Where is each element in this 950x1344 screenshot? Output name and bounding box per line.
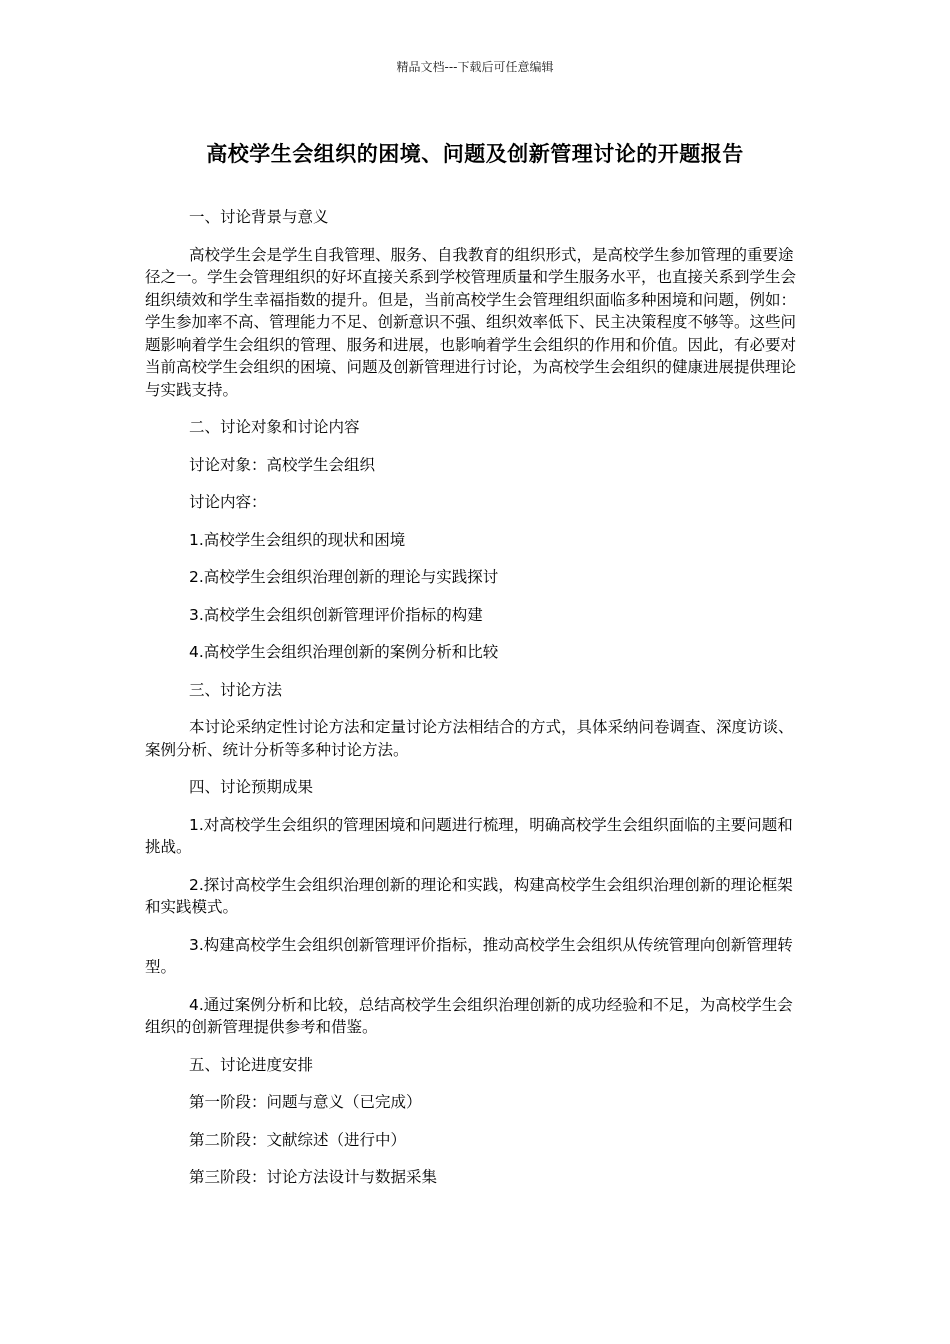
document-title: 高校学生会组织的困境、问题及创新管理讨论的开题报告 — [206, 142, 744, 166]
schedule-item: 第一阶段：问题与意义（已完成） — [189, 1093, 422, 1111]
section-heading-methods: 三、讨论方法 — [189, 680, 283, 699]
section-heading-expected-results: 四、讨论预期成果 — [189, 778, 314, 796]
section-heading-schedule: 五、讨论进度安排 — [189, 1055, 314, 1074]
list-item: 1.高校学生会组织的现状和困境 — [189, 530, 406, 549]
expected-result-item: 3.构建高校学生会组织创新管理评价指标，推动高校学生会组织从传统管理向创新管理转型。 — [145, 935, 793, 976]
research-object-line: 讨论对象：高校学生会组织 — [189, 455, 376, 474]
list-item: 2.高校学生会组织治理创新的理论与实践探讨 — [189, 568, 499, 586]
schedule-item: 第二阶段：文献综述（进行中） — [189, 1130, 407, 1149]
section-heading-background: 一、讨论背景与意义 — [189, 208, 329, 226]
list-item: 3.高校学生会组织创新管理评价指标的构建 — [189, 605, 483, 624]
list-item: 4.高校学生会组织治理创新的案例分析和比较 — [189, 643, 499, 661]
paragraph-methods: 本讨论采纳定性讨论方法和定量讨论方法相结合的方式，具体采纳问卷调查、深度访谈、案例分析、统计分析等多种讨论方法。 — [145, 718, 794, 759]
page-header: 精品文档---下载后可任意编辑 — [396, 60, 554, 74]
research-content-label: 讨论内容： — [189, 493, 267, 511]
document-body — [145, 206, 805, 1204]
schedule-item: 第三阶段：讨论方法设计与数据采集 — [189, 1168, 438, 1186]
section-heading-object-content: 二、讨论对象和讨论内容 — [189, 418, 360, 436]
expected-result-item: 1.对高校学生会组织的管理困境和问题进行梳理，明确高校学生会组织面临的主要问题和挑战。 — [145, 815, 793, 856]
expected-result-item: 4.通过案例分析和比较，总结高校学生会组织治理创新的成功经验和不足，为高校学生会组织的创新管理提供参考和借鉴。 — [145, 995, 793, 1036]
expected-result-item: 2.探讨高校学生会组织治理创新的理论和实践，构建高校学生会组织治理创新的理论框架和实践模式。 — [145, 875, 793, 916]
paragraph-background: 高校学生会是学生自我管理、服务、自我教育的组织形式，是高校学生参加管理的重要途径之一。学生会管理组织的好坏直接关系到学校管理质量和学生服务水平，也直接关系到学生会组织绩效和学生幸福指数的提升。但是，当前高校学生会管理组织面临多种困境和问题，例如：学生参加率不高、管理能力不足、创新意识不强、组织效率低下、民主决策程度不够等。这些问题影响着学生会组织的管理、服务和进展，也影响着学生会组织的作用和价值。因此，有必要对当前高校学生会组织的困境、问题及创新管理进行讨论，为高校学生会组织的健康进展提供理论与实践支持。 — [145, 245, 797, 399]
